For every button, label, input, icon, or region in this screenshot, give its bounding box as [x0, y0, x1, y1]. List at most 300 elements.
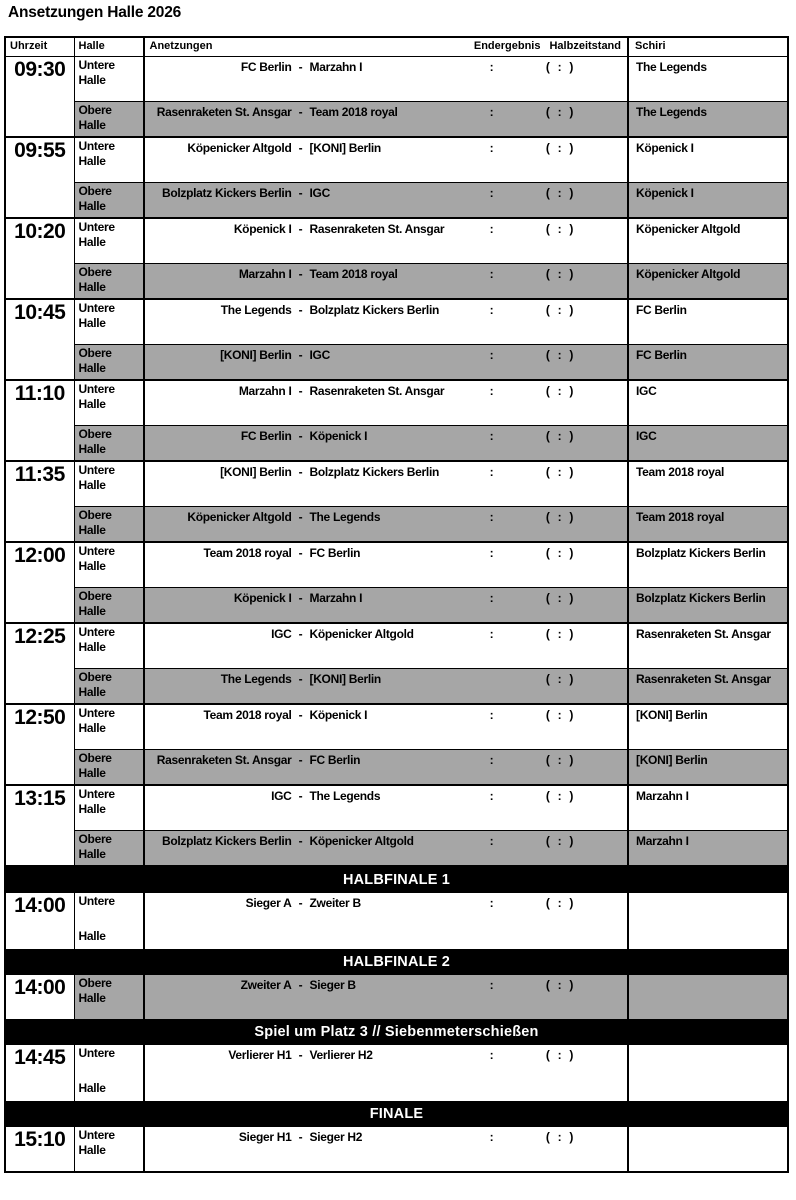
referee-cell: Köpenicker Altgold	[627, 219, 787, 263]
away-team: Sieger B	[309, 977, 356, 992]
time-block	[6, 543, 787, 624]
hall-label: Obere	[78, 831, 112, 846]
hall-label: Obere	[78, 426, 112, 441]
time-block	[6, 893, 787, 949]
hall-label: Halle	[78, 1081, 106, 1095]
halftime-score: ( : )	[545, 1047, 574, 1062]
hall-label: Halle	[78, 235, 106, 249]
time-block	[6, 1127, 787, 1171]
block-rows	[75, 786, 788, 865]
final-score: :	[489, 59, 494, 74]
hall-label: Halle	[78, 1143, 106, 1157]
home-team: IGC	[271, 626, 292, 641]
home-team: Verlierer H1	[228, 1047, 292, 1062]
vs-dash: -	[298, 104, 303, 119]
away-team: Verlierer H2	[309, 1047, 373, 1062]
hall-label: Halle	[78, 154, 106, 168]
time-cell: 12:50	[6, 705, 75, 784]
final-score: :	[489, 977, 494, 992]
match-row	[75, 1045, 788, 1101]
block-rows	[75, 624, 788, 703]
vs-dash: -	[298, 626, 303, 641]
home-team: Rasenraketen St. Ansgar	[156, 104, 292, 119]
final-score: :	[489, 302, 494, 317]
block-rows	[75, 138, 788, 217]
halftime-score: ( : )	[545, 59, 574, 74]
hall-label: Obere	[78, 507, 112, 522]
hall-cell	[75, 183, 145, 217]
home-team: Köpenicker Altgold	[187, 140, 292, 155]
hall-label: Halle	[78, 991, 106, 1005]
referee-cell	[627, 1045, 787, 1101]
hall-label: Halle	[78, 199, 106, 213]
hall-cell	[75, 588, 145, 622]
hall-cell	[75, 57, 145, 101]
match-cell	[145, 426, 628, 460]
vs-dash: -	[298, 509, 303, 524]
schedule-sheet	[4, 36, 789, 1173]
time-block	[6, 219, 787, 300]
match-cell	[145, 507, 628, 541]
block-rows	[75, 705, 788, 784]
home-team: The Legends	[220, 671, 292, 686]
away-team: Zweiter B	[309, 895, 361, 910]
section-bar: FINALE	[6, 1101, 787, 1127]
time-block	[6, 138, 787, 219]
block-rows	[75, 462, 788, 541]
time-cell: 14:45	[6, 1045, 75, 1101]
hall-label: Halle	[78, 118, 106, 132]
hall-label: Untere	[78, 219, 115, 234]
home-team: Sieger A	[245, 895, 292, 910]
home-team: Köpenick I	[233, 590, 292, 605]
match-row	[75, 831, 788, 865]
referee-cell: Marzahn I	[627, 786, 787, 830]
vs-dash: -	[298, 140, 303, 155]
match-row	[75, 219, 788, 264]
away-team: Köpenicker Altgold	[309, 833, 414, 848]
hall-label: Halle	[78, 685, 106, 699]
table-header-row	[6, 38, 787, 57]
vs-dash: -	[298, 347, 303, 362]
time-block	[6, 1045, 787, 1101]
match-row	[75, 624, 788, 669]
hall-cell	[75, 1127, 145, 1171]
time-cell: 10:20	[6, 219, 75, 298]
hall-label: Halle	[78, 316, 106, 330]
referee-cell: Rasenraketen St. Ansgar	[627, 624, 787, 668]
referee-cell: The Legends	[627, 102, 787, 136]
match-cell	[145, 300, 628, 344]
match-cell	[145, 1127, 628, 1171]
hall-label: Untere	[78, 705, 115, 720]
hall-label: Obere	[78, 750, 112, 765]
hall-label: Halle	[78, 929, 106, 943]
block-rows	[75, 219, 788, 298]
time-cell: 12:25	[6, 624, 75, 703]
hall-label: Obere	[78, 264, 112, 279]
match-row	[75, 426, 788, 460]
header-halbzeitstand: Halbzeitstand	[549, 40, 621, 52]
final-score: :	[489, 707, 494, 722]
referee-cell: Team 2018 royal	[627, 507, 787, 541]
vs-dash: -	[298, 590, 303, 605]
hall-cell	[75, 300, 145, 344]
vs-dash: -	[298, 752, 303, 767]
halftime-score: ( : )	[545, 383, 574, 398]
hall-label: Untere	[78, 543, 115, 558]
hall-label: Untere	[78, 1045, 115, 1060]
vs-dash: -	[298, 977, 303, 992]
final-score: :	[489, 545, 494, 560]
match-row	[75, 264, 788, 298]
vs-dash: -	[298, 59, 303, 74]
hall-label: Halle	[78, 766, 106, 780]
referee-cell: Bolzplatz Kickers Berlin	[627, 588, 787, 622]
hall-label: Untere	[78, 138, 115, 153]
away-team: The Legends	[309, 788, 381, 803]
time-cell: 12:00	[6, 543, 75, 622]
time-cell: 09:30	[6, 57, 75, 136]
away-team: FC Berlin	[309, 752, 361, 767]
final-score: :	[489, 464, 494, 479]
time-cell: 14:00	[6, 893, 75, 949]
vs-dash: -	[298, 1047, 303, 1062]
hall-cell	[75, 345, 145, 379]
vs-dash: -	[298, 707, 303, 722]
hall-cell	[75, 219, 145, 263]
home-team: [KONI] Berlin	[220, 464, 292, 479]
away-team: Bolzplatz Kickers Berlin	[309, 302, 440, 317]
halftime-score: ( : )	[545, 626, 574, 641]
match-cell	[145, 543, 628, 587]
referee-cell: Team 2018 royal	[627, 462, 787, 506]
block-rows	[75, 1045, 788, 1101]
match-row	[75, 507, 788, 541]
home-team: Marzahn I	[238, 266, 292, 281]
home-team: Bolzplatz Kickers Berlin	[161, 833, 292, 848]
table-body	[6, 57, 787, 1171]
match-cell	[145, 831, 628, 865]
home-team: Bolzplatz Kickers Berlin	[161, 185, 292, 200]
referee-cell	[627, 1127, 787, 1171]
final-score: :	[489, 383, 494, 398]
hall-cell	[75, 750, 145, 784]
hall-cell	[75, 624, 145, 668]
away-team: Köpenick I	[309, 707, 368, 722]
final-score: :	[489, 626, 494, 641]
halftime-score: ( : )	[545, 671, 574, 686]
final-score: :	[489, 590, 494, 605]
hall-label: Halle	[78, 73, 106, 87]
time-block	[6, 462, 787, 543]
match-row	[75, 786, 788, 831]
final-score: :	[489, 895, 494, 910]
block-rows	[75, 300, 788, 379]
hall-cell	[75, 462, 145, 506]
hall-cell	[75, 669, 145, 703]
match-cell	[145, 345, 628, 379]
match-cell	[145, 462, 628, 506]
header-schiri: Schiri	[627, 38, 787, 56]
time-cell: 15:10	[6, 1127, 75, 1171]
time-cell: 13:15	[6, 786, 75, 865]
match-row	[75, 300, 788, 345]
header-anetzungen-group	[145, 38, 628, 56]
away-team: Bolzplatz Kickers Berlin	[309, 464, 440, 479]
time-cell: 09:55	[6, 138, 75, 217]
vs-dash: -	[298, 266, 303, 281]
referee-cell: Köpenick I	[627, 183, 787, 217]
match-cell	[145, 705, 628, 749]
match-row	[75, 543, 788, 588]
home-team: Marzahn I	[238, 383, 292, 398]
match-row	[75, 381, 788, 426]
hall-label: Untere	[78, 624, 115, 639]
vs-dash: -	[298, 302, 303, 317]
hall-cell	[75, 138, 145, 182]
final-score: :	[489, 752, 494, 767]
hall-label: Obere	[78, 345, 112, 360]
match-row	[75, 1127, 788, 1171]
final-score: :	[489, 221, 494, 236]
vs-dash: -	[298, 833, 303, 848]
match-cell	[145, 57, 628, 101]
referee-cell	[627, 975, 787, 1019]
final-score: :	[489, 185, 494, 200]
vs-dash: -	[298, 895, 303, 910]
halftime-score: ( : )	[545, 707, 574, 722]
final-score: :	[489, 788, 494, 803]
away-team: Team 2018 royal	[309, 104, 398, 119]
header-endergebnis: Endergebnis	[473, 40, 541, 52]
match-cell	[145, 1045, 628, 1101]
time-block	[6, 705, 787, 786]
away-team: Rasenraketen St. Ansgar	[309, 383, 445, 398]
referee-cell: [KONI] Berlin	[627, 750, 787, 784]
hall-label: Untere	[78, 786, 115, 801]
referee-cell: IGC	[627, 426, 787, 460]
match-row	[75, 102, 788, 136]
time-block	[6, 624, 787, 705]
hall-label: Obere	[78, 669, 112, 684]
block-rows	[75, 893, 788, 949]
match-cell	[145, 750, 628, 784]
referee-cell: Bolzplatz Kickers Berlin	[627, 543, 787, 587]
final-score: :	[489, 140, 494, 155]
referee-cell: FC Berlin	[627, 345, 787, 379]
vs-dash: -	[298, 1129, 303, 1144]
match-row	[75, 462, 788, 507]
match-row	[75, 669, 788, 703]
time-cell: 11:35	[6, 462, 75, 541]
home-team: Team 2018 royal	[203, 707, 292, 722]
halftime-score: ( : )	[545, 266, 574, 281]
halftime-score: ( : )	[545, 302, 574, 317]
home-team: FC Berlin	[240, 428, 292, 443]
hall-cell	[75, 705, 145, 749]
match-cell	[145, 381, 628, 425]
section-bar: HALBFINALE 1	[6, 867, 787, 893]
halftime-score: ( : )	[545, 140, 574, 155]
vs-dash: -	[298, 788, 303, 803]
page-title: Ansetzungen Halle 2026	[8, 4, 182, 21]
match-row	[75, 138, 788, 183]
home-team: Team 2018 royal	[203, 545, 292, 560]
home-team: [KONI] Berlin	[220, 347, 292, 362]
halftime-score: ( : )	[545, 545, 574, 560]
away-team: IGC	[309, 347, 330, 362]
final-score: :	[489, 1129, 494, 1144]
vs-dash: -	[298, 221, 303, 236]
time-cell: 11:10	[6, 381, 75, 460]
hall-cell	[75, 426, 145, 460]
block-rows	[75, 57, 788, 136]
final-score: :	[489, 347, 494, 362]
halftime-score: ( : )	[545, 428, 574, 443]
hall-cell	[75, 975, 145, 1019]
halftime-score: ( : )	[545, 104, 574, 119]
halftime-score: ( : )	[545, 788, 574, 803]
time-block	[6, 975, 787, 1019]
hall-label: Untere	[78, 462, 115, 477]
match-cell	[145, 669, 628, 703]
halftime-score: ( : )	[545, 833, 574, 848]
match-cell	[145, 219, 628, 263]
hall-label: Halle	[78, 559, 106, 573]
match-row	[75, 345, 788, 379]
hall-label: Halle	[78, 361, 106, 375]
hall-label: Halle	[78, 478, 106, 492]
hall-label: Halle	[78, 847, 106, 861]
hall-label: Untere	[78, 893, 115, 908]
away-team: Köpenicker Altgold	[309, 626, 414, 641]
time-block	[6, 786, 787, 867]
hall-label: Obere	[78, 183, 112, 198]
hall-label: Halle	[78, 640, 106, 654]
halftime-score: ( : )	[545, 1129, 574, 1144]
vs-dash: -	[298, 545, 303, 560]
hall-label: Obere	[78, 102, 112, 117]
time-block	[6, 381, 787, 462]
away-team: IGC	[309, 185, 330, 200]
home-team: FC Berlin	[240, 59, 292, 74]
referee-cell: The Legends	[627, 57, 787, 101]
halftime-score: ( : )	[545, 509, 574, 524]
hall-label: Halle	[78, 397, 106, 411]
hall-label: Halle	[78, 802, 106, 816]
away-team: The Legends	[309, 509, 381, 524]
referee-cell: Köpenick I	[627, 138, 787, 182]
vs-dash: -	[298, 464, 303, 479]
home-team: Zweiter A	[240, 977, 292, 992]
time-cell: 14:00	[6, 975, 75, 1019]
match-cell	[145, 624, 628, 668]
away-team: [KONI] Berlin	[309, 671, 381, 686]
home-team: IGC	[271, 788, 292, 803]
hall-cell	[75, 831, 145, 865]
hall-cell	[75, 381, 145, 425]
halftime-score: ( : )	[545, 185, 574, 200]
hall-label: Halle	[78, 721, 106, 735]
match-row	[75, 750, 788, 784]
block-rows	[75, 381, 788, 460]
away-team: Team 2018 royal	[309, 266, 398, 281]
halftime-score: ( : )	[545, 221, 574, 236]
halftime-score: ( : )	[545, 752, 574, 767]
vs-dash: -	[298, 671, 303, 686]
final-score: :	[489, 833, 494, 848]
match-row	[75, 588, 788, 622]
final-score: :	[489, 266, 494, 281]
match-cell	[145, 893, 628, 949]
hall-cell	[75, 786, 145, 830]
final-score: :	[489, 509, 494, 524]
block-rows	[75, 1127, 788, 1171]
away-team: Köpenick I	[309, 428, 368, 443]
home-team: Rasenraketen St. Ansgar	[156, 752, 292, 767]
match-cell	[145, 786, 628, 830]
final-score: :	[489, 1047, 494, 1062]
hall-cell	[75, 1045, 145, 1101]
match-row	[75, 57, 788, 102]
referee-cell: IGC	[627, 381, 787, 425]
header-halle: Halle	[75, 38, 145, 56]
match-cell	[145, 183, 628, 217]
block-rows	[75, 543, 788, 622]
vs-dash: -	[298, 383, 303, 398]
block-rows	[75, 975, 788, 1019]
time-cell: 10:45	[6, 300, 75, 379]
home-team: The Legends	[220, 302, 292, 317]
match-row	[75, 975, 788, 1019]
match-cell	[145, 975, 628, 1019]
time-block	[6, 300, 787, 381]
home-team: Sieger H1	[238, 1129, 292, 1144]
home-team: Köpenicker Altgold	[187, 509, 292, 524]
referee-cell	[627, 893, 787, 949]
halftime-score: ( : )	[545, 347, 574, 362]
referee-cell: Rasenraketen St. Ansgar	[627, 669, 787, 703]
match-cell	[145, 264, 628, 298]
halftime-score: ( : )	[545, 590, 574, 605]
away-team: FC Berlin	[309, 545, 361, 560]
hall-label: Untere	[78, 300, 115, 315]
hall-label: Obere	[78, 588, 112, 603]
hall-label: Halle	[78, 604, 106, 618]
away-team: Marzahn I	[309, 59, 363, 74]
header-anetzungen: Anetzungen	[149, 40, 213, 52]
hall-cell	[75, 543, 145, 587]
referee-cell: Köpenicker Altgold	[627, 264, 787, 298]
match-cell	[145, 102, 628, 136]
hall-label: Halle	[78, 442, 106, 456]
hall-cell	[75, 893, 145, 949]
time-block	[6, 57, 787, 138]
section-bar: Spiel um Platz 3 // Siebenmeterschießen	[6, 1019, 787, 1045]
match-row	[75, 893, 788, 949]
hall-label: Untere	[78, 1127, 115, 1142]
referee-cell: FC Berlin	[627, 300, 787, 344]
halftime-score: ( : )	[545, 464, 574, 479]
hall-label: Untere	[78, 57, 115, 72]
away-team: Rasenraketen St. Ansgar	[309, 221, 445, 236]
match-cell	[145, 138, 628, 182]
away-team: Sieger H2	[309, 1129, 363, 1144]
match-row	[75, 705, 788, 750]
hall-label: Untere	[78, 381, 115, 396]
hall-cell	[75, 264, 145, 298]
